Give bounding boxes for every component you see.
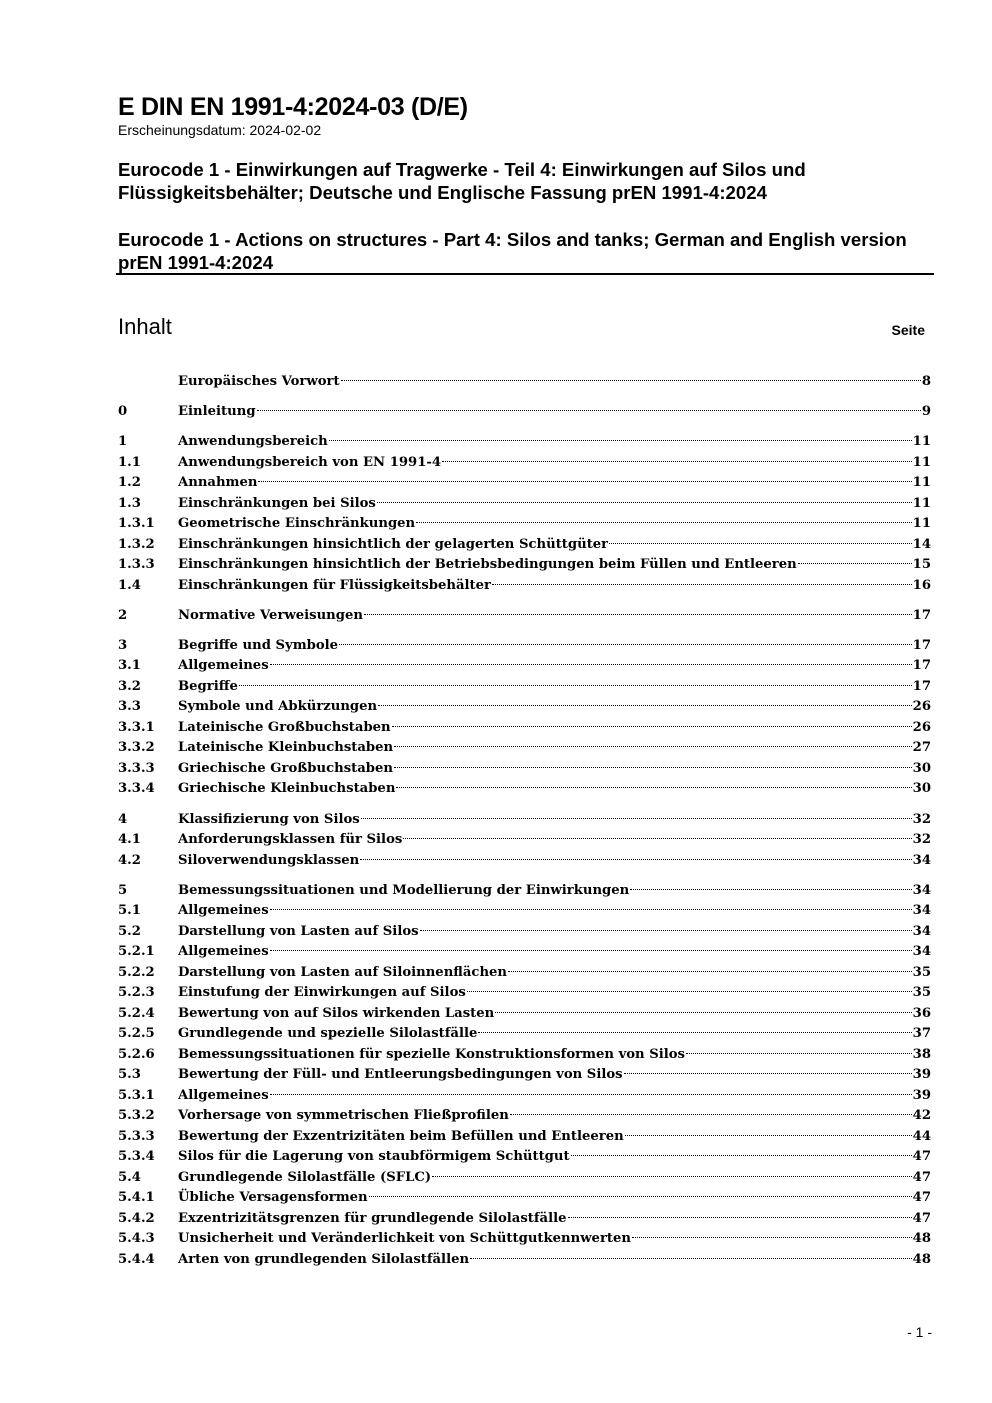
toc-entry[interactable] (118, 1250, 931, 1270)
toc-entry[interactable] (118, 1147, 931, 1167)
toc-entry-page: 32 (912, 832, 931, 847)
toc-leader-dots (270, 909, 912, 910)
toc-entry-title: Einleitung (178, 404, 256, 420)
toc-entry-number: 5.3 (118, 1067, 141, 1083)
toc-entry-title: Einschränkungen für Flüssigkeitsbehälter (178, 577, 491, 593)
toc-entry[interactable] (118, 881, 931, 901)
toc-entry[interactable] (118, 1065, 931, 1085)
toc-leader-dots (257, 410, 921, 411)
toc-entry-page: 42 (912, 1108, 931, 1124)
toc-entry-number: 1.3.1 (118, 516, 155, 532)
toc-entry-page: 48 (912, 1251, 931, 1267)
toc-entry-title: Bewertung der Füll- und Entleerungsbedingungen von Silos (178, 1067, 623, 1083)
toc-entry[interactable] (118, 759, 931, 779)
toc-entry-number: 5.4.3 (118, 1231, 155, 1247)
toc-entry-number: 3.3.3 (118, 760, 155, 776)
toc-entry[interactable] (118, 606, 931, 626)
toc-entry-number: 3.2 (118, 678, 141, 694)
toc-entry-title: Grundlegende und spezielle Silolastfälle (178, 1026, 478, 1042)
toc-entry-title: Silos für die Lagerung von staubförmigem Schüttgut (178, 1149, 570, 1165)
toc-leader-dots (394, 767, 912, 768)
toc-entry[interactable] (118, 1106, 931, 1126)
toc-entry-number: 5.2.1 (118, 944, 155, 960)
toc-entry[interactable] (118, 1209, 931, 1229)
toc-entry-number: 5.3.4 (118, 1149, 155, 1165)
toc-entry-page: 47 (912, 1210, 931, 1226)
toc-entry-number: 5.2.6 (118, 1046, 155, 1062)
toc-entry-number: 1.3.3 (118, 557, 155, 573)
toc-entry-number: 5.4 (118, 1169, 141, 1185)
toc-leader-dots (258, 481, 911, 482)
toc-leader-dots (686, 1053, 912, 1054)
toc-entry-page: 36 (912, 1005, 931, 1021)
toc-leader-dots (396, 787, 911, 788)
toc-entry-number: 4.2 (118, 852, 141, 868)
toc-entry-page: 48 (912, 1231, 931, 1247)
toc-entry-title: Bewertung von auf Silos wirkenden Lasten (178, 1005, 495, 1021)
toc-entry-page: 47 (912, 1190, 931, 1206)
toc-entry-title: Darstellung von Lasten auf Silos (178, 923, 419, 939)
toc-heading: Inhalt (118, 314, 172, 339)
toc-entry-page: 34 (912, 923, 931, 939)
toc-entry[interactable] (118, 494, 931, 514)
toc-entry-number: 1.1 (118, 454, 141, 470)
toc-entry-number: 5.2 (118, 923, 141, 939)
document-id: E DIN EN 1991-4:2024-03 (D/E) (118, 93, 468, 121)
toc-entry[interactable] (118, 697, 931, 717)
toc-entry-page: 11 (912, 475, 931, 491)
toc-entry[interactable] (118, 851, 931, 871)
toc-entry-title: Normative Verweisungen (178, 607, 363, 623)
toc-entry-number: 5.3.3 (118, 1128, 155, 1144)
toc-entry[interactable] (118, 983, 931, 1003)
toc-entry-number: 1.3.2 (118, 536, 155, 552)
toc-entry-title: Siloverwendungsklassen (178, 852, 360, 868)
toc-leader-dots (478, 1032, 911, 1033)
toc-entry-page: 11 (912, 434, 931, 450)
toc-leader-dots (432, 1176, 911, 1177)
toc-entry-title: Übliche Versagensformen (178, 1190, 368, 1206)
toc-entry[interactable] (118, 576, 931, 596)
toc-entry-page: 47 (912, 1149, 931, 1165)
toc-page-label: Seite (891, 322, 925, 338)
toc-entry-title: Arten von grundlegenden Silolastfällen (178, 1251, 470, 1267)
toc-entry-number: 3 (118, 637, 128, 653)
toc-entry-page: 11 (912, 495, 931, 511)
toc-entry-title: Begriffe (178, 678, 238, 694)
toc-entry[interactable] (118, 432, 931, 452)
toc-entry-page: 34 (912, 852, 931, 868)
toc-leader-dots (571, 1155, 912, 1156)
toc-entry[interactable] (118, 677, 931, 697)
toc-entry-title: Exzentrizitätsgrenzen für grundlegende Silolastfälle (178, 1210, 567, 1226)
toc-entry-title: Symbole und Abkürzungen (178, 699, 378, 715)
toc-entry-page: 34 (912, 882, 931, 898)
toc-entry-title: Anwendungsbereich von EN 1991-4 (178, 454, 442, 470)
toc-entry-title: Geometrische Einschränkungen (178, 516, 416, 532)
toc-entry[interactable] (118, 1127, 931, 1147)
toc-entry-number: 3.3.4 (118, 781, 155, 797)
toc-entry-page: 16 (912, 577, 931, 593)
toc-entry[interactable] (118, 1004, 931, 1024)
toc-entry-page: 35 (912, 985, 931, 1001)
toc-entry-title: Bewertung der Exzentrizitäten beim Befüllen und Entleeren (178, 1128, 624, 1144)
toc-leader-dots (364, 614, 912, 615)
toc-leader-dots (339, 644, 912, 645)
page-number: - 1 - (907, 1324, 932, 1340)
toc-entry-page: 34 (912, 944, 931, 960)
title-german: Eurocode 1 - Einwirkungen auf Tragwerke - Teil 4: Einwirkungen auf Silos und Flüssigkeitsbehälter; Deutsche und Englische Fassung prEN 1991-4:2024 (118, 159, 806, 203)
toc-leader-dots (510, 1114, 912, 1115)
toc-entry-page: 17 (912, 637, 931, 653)
toc-entry-number: 5.2.3 (118, 985, 155, 1001)
toc-entry-page: 32 (912, 811, 931, 827)
toc-leader-dots (329, 440, 912, 441)
toc-leader-dots (609, 543, 912, 544)
title-english: Eurocode 1 - Actions on structures - Part 4: Silos and tanks; German and English version prEN 1991-4:2024 (118, 229, 907, 273)
toc-entry[interactable] (118, 473, 931, 493)
toc-leader-dots (270, 1094, 912, 1095)
toc-entry-number: 2 (118, 607, 128, 623)
toc-entry-page: 30 (912, 760, 931, 776)
toc-entry-number: 3.1 (118, 658, 141, 674)
toc-entry-page: 30 (912, 781, 931, 797)
toc-entry[interactable] (118, 830, 931, 850)
toc-leader-dots (625, 1135, 912, 1136)
toc-entry[interactable] (118, 535, 931, 555)
toc-entry-page: 9 (921, 404, 931, 420)
toc-entry-page: 39 (912, 1067, 931, 1083)
toc-entry-page: 15 (912, 557, 931, 573)
toc-leader-dots (442, 461, 912, 462)
toc-entry-number: 4 (118, 811, 128, 827)
toc-entry-number: 4.1 (118, 832, 141, 847)
toc-entry-number: 5.2.5 (118, 1026, 155, 1042)
toc-leader-dots (420, 930, 912, 931)
toc-leader-dots (467, 991, 912, 992)
toc-leader-dots (470, 1258, 912, 1259)
publication-date: Erscheinungsdatum: 2024-02-02 (118, 122, 322, 138)
toc-entry-page: 8 (921, 374, 931, 389)
toc-entry-page: 11 (912, 454, 931, 470)
toc-entry-title: Klassifizierung von Silos (178, 811, 360, 827)
toc-entry-title: Einschränkungen hinsichtlich der Betriebsbedingungen beim Füllen und Entleeren (178, 557, 797, 573)
toc-entry-number: 1 (118, 434, 128, 450)
toc-entry[interactable] (118, 372, 931, 392)
toc-entry[interactable] (118, 1086, 931, 1106)
toc-leader-dots (270, 664, 912, 665)
toc-entry-number: 5.2.2 (118, 964, 155, 980)
toc-leader-dots (360, 859, 911, 860)
toc-leader-dots (495, 1012, 911, 1013)
toc-entry-page: 44 (912, 1128, 931, 1144)
toc-entry[interactable] (118, 636, 931, 656)
toc-entry-number: 3.3 (118, 699, 141, 715)
toc-entry-number: 1.4 (118, 577, 141, 593)
toc-entry-title: Unsicherheit und Veränderlichkeit von Schüttgutkennwerten (178, 1231, 631, 1247)
toc-leader-dots (341, 380, 921, 381)
toc-entry-title: Allgemeines (178, 944, 269, 960)
toc-entry[interactable] (118, 1024, 931, 1044)
toc-entry-number: 5.4.1 (118, 1190, 155, 1206)
toc-entry-page: 34 (912, 903, 931, 919)
toc-entry-title: Europäisches Vorwort (178, 374, 340, 389)
toc-entry-page: 26 (912, 719, 931, 735)
toc-entry-page: 38 (912, 1046, 931, 1062)
toc-leader-dots (378, 705, 912, 706)
toc-entry-title: Lateinische Großbuchstaben (178, 719, 391, 735)
toc-entry[interactable] (118, 942, 931, 962)
toc-entry-number: 3.3.1 (118, 719, 155, 735)
toc-entry-title: Allgemeines (178, 658, 269, 674)
toc-entry-page: 39 (912, 1087, 931, 1103)
toc-entry[interactable] (118, 453, 931, 473)
toc-entry-number: 1.3 (118, 495, 141, 511)
toc-entry-page: 47 (912, 1169, 931, 1185)
toc-leader-dots (492, 584, 912, 585)
toc-leader-dots (632, 1237, 912, 1238)
toc-entry-title: Allgemeines (178, 1087, 269, 1103)
toc-entry[interactable] (118, 1045, 931, 1065)
toc-entry-title: Grundlegende Silolastfälle (SFLC) (178, 1169, 432, 1185)
toc-entry-title: Einschränkungen hinsichtlich der gelagerten Schüttgüter (178, 536, 609, 552)
toc-entry[interactable] (118, 1229, 931, 1249)
toc-entry-page: 14 (912, 536, 931, 552)
toc-entry-title: Anforderungsklassen für Silos (178, 832, 403, 847)
toc-entry-number: 5.4.2 (118, 1210, 155, 1226)
toc-entry[interactable] (118, 1168, 931, 1188)
toc-entry-page: 17 (912, 678, 931, 694)
toc-entry-title: Griechische Großbuchstaben (178, 760, 393, 776)
toc-entry-title: Begriffe und Symbole (178, 637, 339, 653)
toc-entry[interactable] (118, 555, 931, 575)
toc-leader-dots (361, 818, 912, 819)
toc-entry[interactable] (118, 901, 931, 921)
toc-entry-number: 5 (118, 882, 128, 898)
toc-entry[interactable] (118, 779, 931, 799)
toc-entry-page: 27 (912, 740, 931, 756)
toc-entry-page: 37 (912, 1026, 931, 1042)
toc-leader-dots (798, 563, 912, 564)
toc-entry-number: 5.3.2 (118, 1108, 155, 1124)
toc-entry-title: Einschränkungen bei Silos (178, 495, 376, 511)
toc-entry-page: 17 (912, 658, 931, 674)
toc-leader-dots (416, 522, 911, 523)
toc-entry-number: 1.2 (118, 475, 141, 491)
toc-entry-title: Einstufung der Einwirkungen auf Silos (178, 985, 466, 1001)
toc-entry-title: Vorhersage von symmetrischen Fließprofilen (178, 1108, 509, 1124)
toc-entry-number: 5.4.4 (118, 1251, 155, 1267)
toc-entry[interactable] (118, 1188, 931, 1208)
toc-entry-number: 0 (118, 404, 128, 420)
title-rule (116, 273, 934, 275)
toc-leader-dots (239, 685, 912, 686)
toc-leader-dots (377, 502, 912, 503)
toc-entry-page: 26 (912, 699, 931, 715)
toc-entry[interactable] (118, 810, 931, 830)
toc-leader-dots (403, 838, 911, 839)
toc-entry-title: Bemessungssituationen für spezielle Konstruktionsformen von Silos (178, 1046, 685, 1062)
toc-leader-dots (630, 889, 911, 890)
toc-entry-title: Lateinische Kleinbuchstaben (178, 740, 394, 756)
toc-entry-page: 35 (912, 964, 931, 980)
toc-entry-title: Anwendungsbereich (178, 434, 328, 450)
toc-entry[interactable] (118, 963, 931, 983)
toc-entry-page: 17 (912, 607, 931, 623)
toc-leader-dots (508, 971, 912, 972)
toc-entry[interactable] (118, 402, 931, 422)
toc-entry-title: Griechische Kleinbuchstaben (178, 781, 396, 797)
toc-entry-number: 5.2.4 (118, 1005, 155, 1021)
toc-entry-number: 5.3.1 (118, 1087, 155, 1103)
toc-entry[interactable] (118, 922, 931, 942)
toc-entry[interactable] (118, 738, 931, 758)
toc-entry-page: 11 (912, 516, 931, 532)
toc-entry-number: 3.3.2 (118, 740, 155, 756)
toc-leader-dots (568, 1217, 912, 1218)
toc-entry[interactable] (118, 514, 931, 534)
toc-entry-title: Allgemeines (178, 903, 269, 919)
toc-leader-dots (624, 1073, 912, 1074)
toc-leader-dots (392, 726, 912, 727)
toc-leader-dots (369, 1196, 912, 1197)
toc-entry[interactable] (118, 718, 931, 738)
toc-entry-title: Darstellung von Lasten auf Siloinnenflächen (178, 964, 508, 980)
toc-leader-dots (270, 950, 912, 951)
toc-entry-number: 5.1 (118, 903, 141, 919)
toc-entry-title: Bemessungssituationen und Modellierung der Einwirkungen (178, 882, 630, 898)
toc-entry[interactable] (118, 656, 931, 676)
toc-entry-title: Annahmen (178, 475, 258, 491)
toc-leader-dots (394, 746, 912, 747)
